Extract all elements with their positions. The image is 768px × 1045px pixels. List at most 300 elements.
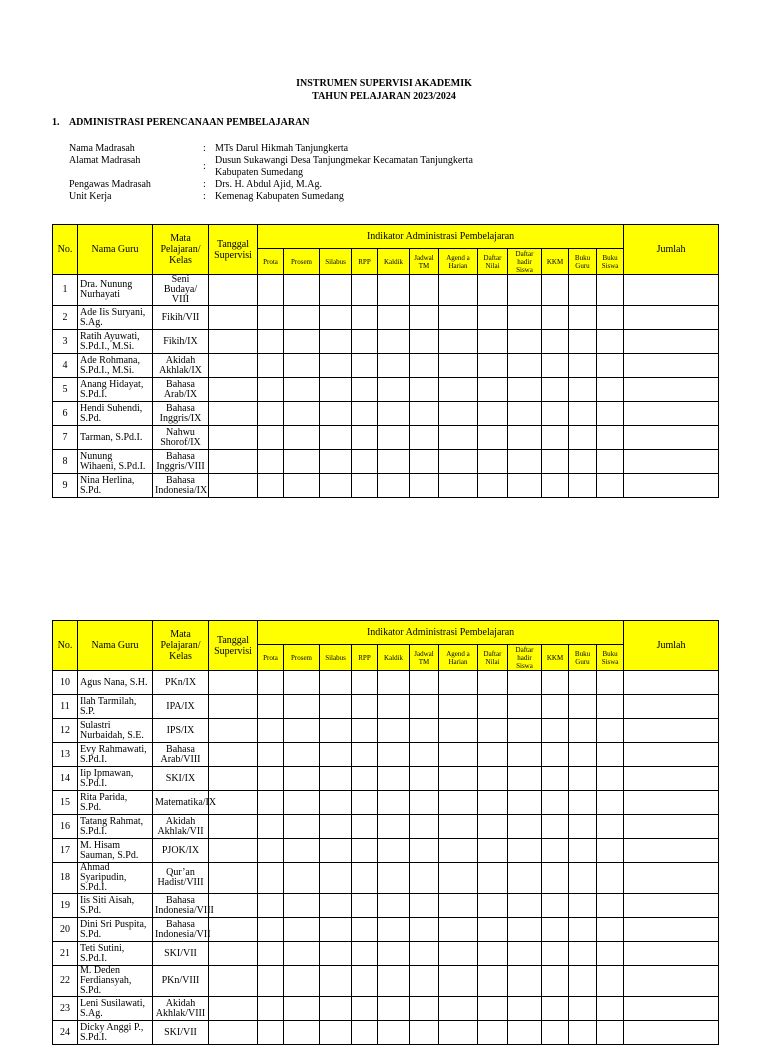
cell-indicator: [439, 791, 478, 815]
cell-nama-guru: Hendi Suhendi, S.Pd.: [78, 402, 153, 426]
cell-tanggal: [209, 354, 258, 378]
cell-indicator: [439, 966, 478, 997]
cell-jumlah: [624, 743, 719, 767]
cell-tanggal: [209, 306, 258, 330]
cell-indicator: [378, 695, 410, 719]
cell-indicator: [542, 894, 569, 918]
cell-no: 1: [53, 275, 78, 306]
cell-indicator: [320, 1021, 352, 1045]
cell-indicator: [258, 275, 284, 306]
cell-indicator: [284, 671, 320, 695]
cell-indicator: [439, 1021, 478, 1045]
cell-indicator: [508, 474, 542, 498]
cell-indicator: [320, 767, 352, 791]
cell-indicator: [320, 942, 352, 966]
cell-indicator: [478, 791, 508, 815]
cell-indicator: [258, 791, 284, 815]
cell-indicator: [258, 815, 284, 839]
cell-jumlah: [624, 942, 719, 966]
cell-no: 17: [53, 839, 78, 863]
cell-jumlah: [624, 275, 719, 306]
cell-jumlah: [624, 997, 719, 1021]
cell-indicator: [410, 966, 439, 997]
header-mapel: Mata Pelajaran/ Kelas: [153, 225, 209, 275]
cell-mapel: Matematika/IX: [153, 791, 209, 815]
cell-indicator: [478, 306, 508, 330]
cell-nama-guru: Tatang Rahmat, S.Pd.I.: [78, 815, 153, 839]
cell-indicator: [352, 791, 378, 815]
info-value: [215, 155, 515, 179]
cell-indicator: [410, 791, 439, 815]
cell-indicator: [410, 863, 439, 894]
cell-indicator: [352, 743, 378, 767]
info-label: Pengawas Madrasah: [69, 179, 151, 190]
cell-indicator: [597, 275, 624, 306]
header-indicator: Buku Guru: [569, 645, 597, 671]
header-indicator: Daftar Nilai: [478, 249, 508, 275]
cell-jumlah: [624, 402, 719, 426]
cell-indicator: [542, 695, 569, 719]
cell-indicator: [258, 378, 284, 402]
cell-no: 8: [53, 450, 78, 474]
cell-mapel: Fikih/VII: [153, 306, 209, 330]
info-colon: :: [203, 143, 206, 154]
cell-indicator: [284, 378, 320, 402]
cell-indicator: [320, 306, 352, 330]
cell-nama-guru: Agus Nana, S.H.: [78, 671, 153, 695]
cell-indicator: [542, 815, 569, 839]
header-indicator: RPP: [352, 645, 378, 671]
cell-indicator: [597, 474, 624, 498]
cell-indicator: [542, 863, 569, 894]
header-indicator: Buku Siswa: [597, 645, 624, 671]
cell-indicator: [284, 450, 320, 474]
cell-indicator: [569, 695, 597, 719]
cell-no: 14: [53, 767, 78, 791]
cell-indicator: [569, 743, 597, 767]
cell-indicator: [508, 767, 542, 791]
cell-indicator: [284, 330, 320, 354]
cell-mapel: Seni Budaya/ VIII: [153, 275, 209, 306]
cell-indicator: [284, 997, 320, 1021]
cell-indicator: [478, 1021, 508, 1045]
cell-jumlah: [624, 378, 719, 402]
cell-indicator: [478, 918, 508, 942]
header-indicator: Prota: [258, 249, 284, 275]
cell-indicator: [258, 450, 284, 474]
cell-no: 10: [53, 671, 78, 695]
cell-indicator: [508, 695, 542, 719]
cell-indicator: [597, 719, 624, 743]
cell-nama-guru: Ratih Ayuwati, S.Pd.I., M.Si.: [78, 330, 153, 354]
table-row: [53, 378, 719, 402]
cell-tanggal: [209, 1021, 258, 1045]
cell-mapel: Bahasa Indonesia/VII: [153, 918, 209, 942]
cell-indicator: [284, 863, 320, 894]
cell-indicator: [320, 863, 352, 894]
cell-indicator: [478, 695, 508, 719]
cell-indicator: [508, 330, 542, 354]
header-indicator: Kaldik: [378, 249, 410, 275]
cell-indicator: [569, 354, 597, 378]
info-value-line2: Kabupaten Sumedang: [215, 167, 304, 178]
header-indicator: Agend a Harian: [439, 645, 478, 671]
header-indicator: KKM: [542, 249, 569, 275]
cell-indicator: [508, 918, 542, 942]
cell-indicator: [597, 839, 624, 863]
cell-indicator: [597, 815, 624, 839]
cell-indicator: [569, 1021, 597, 1045]
cell-no: 3: [53, 330, 78, 354]
cell-indicator: [378, 275, 410, 306]
header-nama-guru: Nama Guru: [78, 225, 153, 275]
cell-nama-guru: Evy Rahmawati, S.Pd.I.: [78, 743, 153, 767]
cell-indicator: [478, 719, 508, 743]
cell-indicator: [478, 402, 508, 426]
cell-indicator: [258, 743, 284, 767]
cell-no: 22: [53, 966, 78, 997]
cell-nama-guru: Ade Rohmana, S.Pd.I., M.Si.: [78, 354, 153, 378]
cell-indicator: [478, 966, 508, 997]
cell-indicator: [439, 719, 478, 743]
table-row: [53, 894, 719, 918]
cell-indicator: [320, 354, 352, 378]
cell-indicator: [478, 997, 508, 1021]
cell-indicator: [542, 450, 569, 474]
cell-indicator: [378, 966, 410, 997]
cell-indicator: [352, 402, 378, 426]
cell-tanggal: [209, 695, 258, 719]
cell-indicator: [597, 942, 624, 966]
cell-indicator: [320, 426, 352, 450]
cell-indicator: [508, 378, 542, 402]
cell-no: 23: [53, 997, 78, 1021]
cell-indicator: [378, 474, 410, 498]
cell-indicator: [378, 815, 410, 839]
cell-indicator: [284, 918, 320, 942]
cell-indicator: [478, 450, 508, 474]
cell-no: 4: [53, 354, 78, 378]
cell-mapel: Akidah Akhlak/IX: [153, 354, 209, 378]
cell-tanggal: [209, 863, 258, 894]
cell-indicator: [542, 402, 569, 426]
cell-tanggal: [209, 402, 258, 426]
info-label: Unit Kerja: [69, 191, 112, 202]
cell-nama-guru: Iis Siti Aisah, S.Pd.: [78, 894, 153, 918]
cell-indicator: [569, 918, 597, 942]
cell-indicator: [542, 997, 569, 1021]
cell-nama-guru: Dicky Anggi P., S.Pd.I.: [78, 1021, 153, 1045]
cell-tanggal: [209, 378, 258, 402]
cell-indicator: [478, 942, 508, 966]
table-row: [53, 450, 719, 474]
table-row: [53, 1021, 719, 1045]
info-value: MTs Darul Hikmah Tanjungkerta: [215, 143, 349, 154]
cell-indicator: [542, 839, 569, 863]
cell-indicator: [378, 378, 410, 402]
header-no: No.: [53, 621, 78, 671]
cell-indicator: [508, 671, 542, 695]
cell-indicator: [378, 402, 410, 426]
cell-indicator: [378, 767, 410, 791]
header-indicator: Silabus: [320, 645, 352, 671]
cell-no: 2: [53, 306, 78, 330]
cell-indicator: [597, 426, 624, 450]
cell-indicator: [320, 450, 352, 474]
cell-indicator: [439, 695, 478, 719]
info-value: Drs. H. Abdul Ajid, M.Ag.: [215, 179, 322, 190]
cell-indicator: [478, 378, 508, 402]
cell-indicator: [320, 815, 352, 839]
cell-indicator: [569, 275, 597, 306]
cell-indicator: [478, 815, 508, 839]
cell-indicator: [569, 997, 597, 1021]
cell-tanggal: [209, 997, 258, 1021]
cell-indicator: [378, 894, 410, 918]
cell-indicator: [258, 474, 284, 498]
cell-indicator: [352, 450, 378, 474]
cell-nama-guru: Ilah Tarmilah, S.P.: [78, 695, 153, 719]
header-jumlah: Jumlah: [624, 621, 719, 671]
cell-tanggal: [209, 474, 258, 498]
cell-indicator: [410, 378, 439, 402]
cell-indicator: [258, 330, 284, 354]
info-colon: :: [203, 191, 206, 202]
cell-indicator: [542, 275, 569, 306]
cell-nama-guru: Rita Parida, S.Pd.: [78, 791, 153, 815]
cell-nama-guru: Tarman, S.Pd.I.: [78, 426, 153, 450]
cell-tanggal: [209, 426, 258, 450]
cell-indicator: [378, 942, 410, 966]
cell-indicator: [478, 474, 508, 498]
info-value: Kemenag Kabupaten Sumedang: [215, 191, 344, 202]
cell-indicator: [284, 839, 320, 863]
cell-indicator: [508, 997, 542, 1021]
cell-indicator: [597, 894, 624, 918]
cell-indicator: [569, 402, 597, 426]
cell-indicator: [569, 671, 597, 695]
cell-indicator: [508, 426, 542, 450]
cell-jumlah: [624, 966, 719, 997]
cell-nama-guru: Anang Hidayat, S.Pd.I.: [78, 378, 153, 402]
cell-indicator: [597, 1021, 624, 1045]
header-indicator: Prosem: [284, 249, 320, 275]
section-number: 1.: [52, 117, 60, 128]
cell-tanggal: [209, 719, 258, 743]
cell-indicator: [439, 863, 478, 894]
header-jumlah: Jumlah: [624, 225, 719, 275]
cell-indicator: [508, 839, 542, 863]
cell-tanggal: [209, 894, 258, 918]
cell-jumlah: [624, 695, 719, 719]
cell-indicator: [352, 378, 378, 402]
table-row: [53, 743, 719, 767]
cell-indicator: [284, 402, 320, 426]
cell-indicator: [569, 719, 597, 743]
header-indicator: Agend a Harian: [439, 249, 478, 275]
cell-indicator: [320, 330, 352, 354]
cell-indicator: [378, 671, 410, 695]
cell-indicator: [320, 918, 352, 942]
cell-jumlah: [624, 894, 719, 918]
cell-indicator: [508, 402, 542, 426]
cell-indicator: [258, 863, 284, 894]
header-indicator: Buku Siswa: [597, 249, 624, 275]
cell-no: 11: [53, 695, 78, 719]
table-row: [53, 671, 719, 695]
cell-indicator: [508, 863, 542, 894]
cell-nama-guru: Ade Iis Suryani, S.Ag.: [78, 306, 153, 330]
cell-indicator: [352, 474, 378, 498]
cell-indicator: [542, 671, 569, 695]
header-no: No.: [53, 225, 78, 275]
cell-tanggal: [209, 330, 258, 354]
cell-indicator: [284, 894, 320, 918]
cell-no: 9: [53, 474, 78, 498]
cell-indicator: [439, 450, 478, 474]
cell-indicator: [597, 378, 624, 402]
cell-indicator: [542, 1021, 569, 1045]
cell-indicator: [542, 426, 569, 450]
cell-indicator: [439, 767, 478, 791]
cell-indicator: [478, 671, 508, 695]
cell-indicator: [284, 791, 320, 815]
cell-indicator: [352, 863, 378, 894]
table-row: [53, 695, 719, 719]
cell-indicator: [258, 1021, 284, 1045]
cell-no: 20: [53, 918, 78, 942]
cell-no: 7: [53, 426, 78, 450]
cell-indicator: [320, 997, 352, 1021]
cell-indicator: [320, 275, 352, 306]
header-indikator: Indikator Administrasi Pembelajaran: [258, 621, 624, 645]
cell-no: 6: [53, 402, 78, 426]
cell-no: 5: [53, 378, 78, 402]
cell-indicator: [569, 450, 597, 474]
cell-indicator: [258, 839, 284, 863]
header-indicator: Jadwal TM: [410, 645, 439, 671]
cell-indicator: [352, 966, 378, 997]
cell-jumlah: [624, 474, 719, 498]
cell-jumlah: [624, 1021, 719, 1045]
cell-indicator: [439, 743, 478, 767]
table-row: [53, 997, 719, 1021]
cell-mapel: PKn/VIII: [153, 966, 209, 997]
cell-jumlah: [624, 918, 719, 942]
cell-indicator: [258, 894, 284, 918]
cell-indicator: [258, 402, 284, 426]
cell-jumlah: [624, 306, 719, 330]
table-row: [53, 330, 719, 354]
cell-no: 24: [53, 1021, 78, 1045]
cell-indicator: [439, 671, 478, 695]
section-heading: [52, 117, 310, 128]
cell-indicator: [569, 815, 597, 839]
cell-indicator: [410, 815, 439, 839]
cell-indicator: [508, 743, 542, 767]
cell-indicator: [410, 450, 439, 474]
cell-indicator: [320, 402, 352, 426]
header-indicator: Buku Guru: [569, 249, 597, 275]
cell-indicator: [352, 306, 378, 330]
header-indicator: Daftar hadir Siswa: [508, 645, 542, 671]
cell-indicator: [320, 966, 352, 997]
cell-indicator: [410, 426, 439, 450]
cell-indicator: [597, 306, 624, 330]
table-header-row: [53, 225, 719, 249]
info-colon: :: [203, 161, 206, 172]
cell-indicator: [352, 330, 378, 354]
cell-tanggal: [209, 450, 258, 474]
header-indicator: Prosem: [284, 645, 320, 671]
cell-indicator: [378, 354, 410, 378]
cell-indicator: [542, 743, 569, 767]
header-indicator: KKM: [542, 645, 569, 671]
cell-indicator: [258, 671, 284, 695]
cell-indicator: [352, 815, 378, 839]
info-row-nama-madrasah: [69, 143, 515, 155]
cell-indicator: [478, 894, 508, 918]
info-label: Nama Madrasah: [69, 143, 135, 154]
table-row: [53, 275, 719, 306]
cell-indicator: [284, 966, 320, 997]
cell-indicator: [284, 426, 320, 450]
table-row: [53, 863, 719, 894]
cell-nama-guru: Dini Sri Puspita, S.Pd.: [78, 918, 153, 942]
cell-jumlah: [624, 863, 719, 894]
info-colon: :: [203, 179, 206, 190]
cell-indicator: [320, 378, 352, 402]
cell-indicator: [439, 330, 478, 354]
cell-indicator: [597, 450, 624, 474]
cell-indicator: [597, 791, 624, 815]
cell-indicator: [410, 671, 439, 695]
cell-indicator: [508, 942, 542, 966]
cell-indicator: [508, 1021, 542, 1045]
header-indikator: Indikator Administrasi Pembelajaran: [258, 225, 624, 249]
cell-indicator: [352, 767, 378, 791]
cell-nama-guru: M. Deden Ferdiansyah, S.Pd.: [78, 966, 153, 997]
cell-indicator: [542, 330, 569, 354]
cell-no: 13: [53, 743, 78, 767]
cell-tanggal: [209, 918, 258, 942]
cell-indicator: [352, 839, 378, 863]
cell-indicator: [439, 815, 478, 839]
cell-indicator: [569, 474, 597, 498]
cell-indicator: [410, 942, 439, 966]
cell-jumlah: [624, 839, 719, 863]
cell-tanggal: [209, 743, 258, 767]
cell-indicator: [352, 671, 378, 695]
cell-indicator: [508, 966, 542, 997]
cell-indicator: [542, 942, 569, 966]
cell-indicator: [439, 275, 478, 306]
cell-indicator: [284, 1021, 320, 1045]
cell-indicator: [320, 894, 352, 918]
cell-indicator: [258, 918, 284, 942]
supervision-table-1: [52, 224, 719, 498]
cell-indicator: [320, 791, 352, 815]
section-title: ADMINISTRASI PERENCANAAN PEMBELAJARAN: [68, 117, 310, 128]
table-row: [53, 767, 719, 791]
info-row-pengawas: [69, 179, 515, 191]
cell-mapel: PKn/IX: [153, 671, 209, 695]
cell-nama-guru: Nina Herlina, S.Pd.: [78, 474, 153, 498]
cell-indicator: [378, 743, 410, 767]
cell-indicator: [284, 743, 320, 767]
cell-indicator: [284, 354, 320, 378]
cell-indicator: [508, 450, 542, 474]
